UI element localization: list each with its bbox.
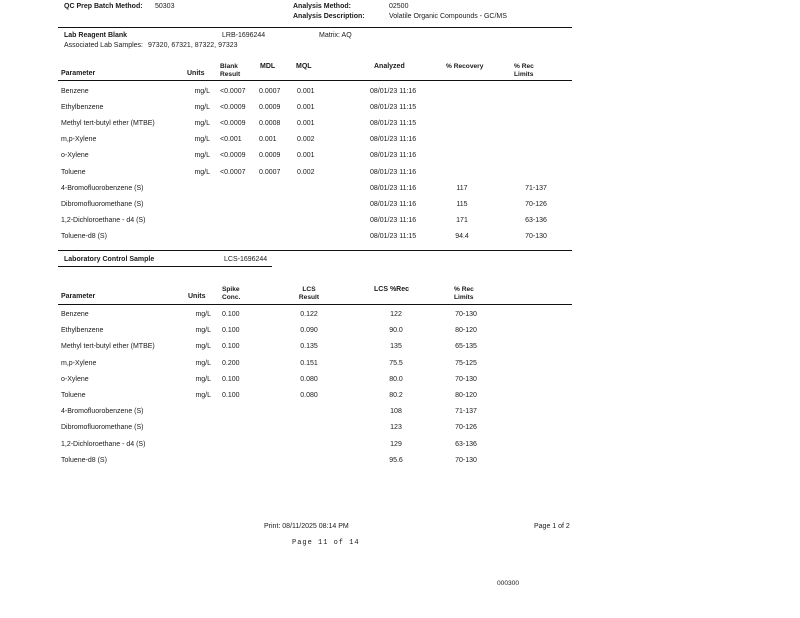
row-lcs-limits: 80-120 — [455, 327, 477, 335]
analysis-description-label: Analysis Description: — [293, 13, 365, 20]
row-parameter: Methyl tert-butyl ether (MTBE) — [61, 120, 155, 128]
page-center: Page 11 of 14 — [292, 539, 360, 547]
col-units: Units — [187, 70, 205, 77]
row-lcs-result: 0.080 — [300, 375, 318, 383]
row-blank-result: <0.0007 — [220, 168, 246, 176]
row-limits: 63-136 — [525, 216, 547, 224]
row-parameter: 1,2-Dichloroethane - d4 (S) — [61, 216, 146, 224]
header-rule — [58, 27, 572, 28]
row-units: mg/L — [194, 120, 210, 128]
row-lcs-limits: 71-137 — [455, 408, 477, 416]
row-units: mg/L — [195, 375, 211, 383]
col-mdl: MDL — [260, 63, 276, 70]
row-blank-result: <0.0009 — [220, 120, 246, 128]
row-parameter: Dibromofluoromethane (S) — [61, 200, 144, 208]
row-lcs-rec: 80.0 — [389, 375, 403, 383]
row-parameter: Dibromofluoromethane (S) — [61, 424, 144, 432]
col-mql: MQL — [296, 63, 312, 70]
row-parameter: Toluene-d8 (S) — [61, 456, 107, 464]
row-limits: 71-137 — [525, 184, 547, 192]
row-analyzed: 08/01/23 11:16 — [370, 152, 417, 160]
row-blank-result: <0.001 — [220, 136, 242, 144]
row-lcs-rec: 135 — [390, 343, 402, 351]
row-recovery: 115 — [456, 200, 468, 208]
row-mql: 0.001 — [297, 104, 315, 112]
blank-id: LRB-1696244 — [222, 32, 266, 39]
row-lcs-rec: 95.6 — [389, 456, 403, 464]
col-parameter: Parameter — [61, 70, 96, 77]
row-units: mg/L — [195, 311, 211, 318]
row-mdl: 0.0007 — [259, 168, 281, 176]
row-mdl: 0.0008 — [259, 120, 281, 128]
row-mdl: 0.001 — [259, 136, 277, 144]
row-recovery: 117 — [456, 184, 468, 192]
col-parameter: Parameter — [61, 293, 96, 300]
row-lcs-result: 0.090 — [300, 327, 318, 335]
row-parameter: 4-Bromofluorobenzene (S) — [61, 184, 144, 192]
lcs-header-rule — [58, 304, 572, 305]
lcs-title-rule — [58, 266, 272, 267]
row-parameter: Toluene-d8 (S) — [61, 232, 107, 240]
row-units: mg/L — [194, 104, 210, 112]
row-analyzed: 08/01/23 11:16 — [370, 88, 417, 95]
row-lcs-rec: 108 — [390, 408, 402, 416]
col-lcs-limits: % Rec Limits — [454, 286, 474, 301]
row-parameter: Ethylbenzene — [61, 327, 104, 335]
lcs-title: Laboratory Control Sample — [64, 256, 155, 263]
row-spike: 0.100 — [222, 311, 240, 318]
row-analyzed: 08/01/23 11:16 — [370, 184, 417, 192]
lcs-id: LCS-1696244 — [224, 256, 268, 263]
row-lcs-limits: 75-125 — [455, 359, 477, 367]
row-analyzed: 08/01/23 11:16 — [370, 136, 417, 144]
row-lcs-limits: 65-135 — [455, 343, 477, 351]
row-analyzed: 08/01/23 11:15 — [370, 120, 417, 128]
row-lcs-rec: 75.5 — [389, 359, 403, 367]
row-recovery: 94.4 — [455, 232, 469, 240]
row-blank-result: <0.0007 — [220, 88, 246, 95]
blank-header-rule — [58, 80, 572, 81]
row-spike: 0.100 — [222, 392, 240, 399]
row-units: mg/L — [194, 152, 210, 160]
row-mql: 0.001 — [297, 120, 315, 128]
blank-title: Lab Reagent Blank — [64, 32, 128, 39]
row-lcs-rec: 129 — [390, 440, 402, 448]
row-parameter: o-Xylene — [61, 375, 89, 383]
row-spike: 0.100 — [222, 343, 240, 351]
row-mdl: 0.0009 — [259, 104, 281, 112]
print-timestamp: Print: 08/11/2025 08:14 PM — [264, 523, 349, 530]
row-lcs-limits: 70-130 — [455, 311, 477, 318]
document-code: 000300 — [497, 580, 520, 587]
row-lcs-rec: 123 — [390, 424, 402, 432]
row-units: mg/L — [194, 88, 210, 95]
row-lcs-limits: 70-126 — [455, 424, 477, 432]
row-parameter: Toluene — [61, 168, 86, 176]
row-parameter: Toluene — [61, 392, 86, 399]
row-mql: 0.001 — [297, 152, 315, 160]
col-lcs-result: LCS Result — [298, 286, 320, 301]
row-parameter: Benzene — [61, 311, 89, 318]
row-units: mg/L — [195, 359, 211, 367]
row-parameter: Methyl tert-butyl ether (MTBE) — [61, 343, 155, 351]
row-limits: 70-130 — [525, 232, 547, 240]
blank-matrix: Matrix: AQ — [319, 32, 352, 39]
row-lcs-rec: 80.2 — [389, 392, 403, 399]
col-recovery: % Recovery — [446, 63, 484, 70]
row-mql: 0.001 — [297, 88, 315, 95]
row-parameter: Ethylbenzene — [61, 104, 104, 112]
row-blank-result: <0.0009 — [220, 152, 246, 160]
row-lcs-result: 0.135 — [300, 343, 318, 351]
row-recovery: 171 — [456, 216, 468, 224]
row-parameter: Benzene — [61, 88, 89, 95]
batch-method-value: 50303 — [155, 3, 175, 10]
row-mql: 0.002 — [297, 168, 315, 176]
row-lcs-limits: 70-130 — [455, 375, 477, 383]
row-units: mg/L — [195, 327, 211, 335]
row-parameter: m,p-Xylene — [61, 136, 97, 144]
row-parameter: m,p-Xylene — [61, 359, 97, 367]
row-units: mg/L — [194, 168, 210, 176]
row-parameter: 1,2-Dichloroethane - d4 (S) — [61, 440, 146, 448]
col-units: Units — [188, 293, 206, 300]
row-analyzed: 08/01/23 11:15 — [370, 104, 417, 112]
row-mdl: 0.0007 — [259, 88, 281, 95]
row-spike: 0.100 — [222, 327, 240, 335]
associated-samples-value: 97320, 67321, 87322, 97323 — [148, 42, 238, 49]
row-lcs-rec: 122 — [390, 311, 402, 318]
analysis-method-value: 02500 — [389, 3, 409, 10]
row-limits: 70-126 — [525, 200, 547, 208]
row-analyzed: 08/01/23 11:16 — [370, 168, 417, 176]
row-mql: 0.002 — [297, 136, 315, 144]
col-blank-result: Blank Result — [220, 63, 241, 78]
row-mdl: 0.0009 — [259, 152, 281, 160]
row-blank-result: <0.0009 — [220, 104, 246, 112]
col-rec-limits: % Rec Limits — [514, 63, 534, 78]
col-lcs-rec: LCS %Rec — [374, 286, 410, 293]
row-lcs-limits: 80-120 — [455, 392, 477, 399]
col-analyzed: Analyzed — [374, 63, 405, 70]
row-parameter: 4-Bromofluorobenzene (S) — [61, 408, 144, 416]
row-spike: 0.200 — [222, 359, 240, 367]
row-analyzed: 08/01/23 11:15 — [370, 232, 417, 240]
blank-end-rule — [58, 250, 572, 251]
batch-method-label: QC Prep Batch Method: — [64, 3, 143, 10]
row-analyzed: 08/01/23 11:16 — [370, 216, 417, 224]
associated-samples-label: Associated Lab Samples: — [64, 42, 143, 49]
row-lcs-result: 0.080 — [300, 392, 318, 399]
row-parameter: o-Xylene — [61, 152, 89, 160]
row-units: mg/L — [194, 136, 210, 144]
row-lcs-limits: 63-136 — [455, 440, 477, 448]
page-of: Page 1 of 2 — [534, 523, 570, 530]
row-lcs-rec: 90.0 — [389, 327, 403, 335]
row-lcs-result: 0.151 — [300, 359, 318, 367]
analysis-description-value: Volatile Organic Compounds - GC/MS — [389, 13, 507, 20]
row-lcs-result: 0.122 — [300, 311, 318, 318]
row-units: mg/L — [195, 343, 211, 351]
col-spike-conc: Spike Conc. — [222, 286, 241, 301]
analysis-method-label: Analysis Method: — [293, 3, 351, 10]
row-units: mg/L — [195, 392, 211, 399]
row-spike: 0.100 — [222, 375, 240, 383]
row-lcs-limits: 70-130 — [455, 456, 477, 464]
row-analyzed: 08/01/23 11:16 — [370, 200, 417, 208]
